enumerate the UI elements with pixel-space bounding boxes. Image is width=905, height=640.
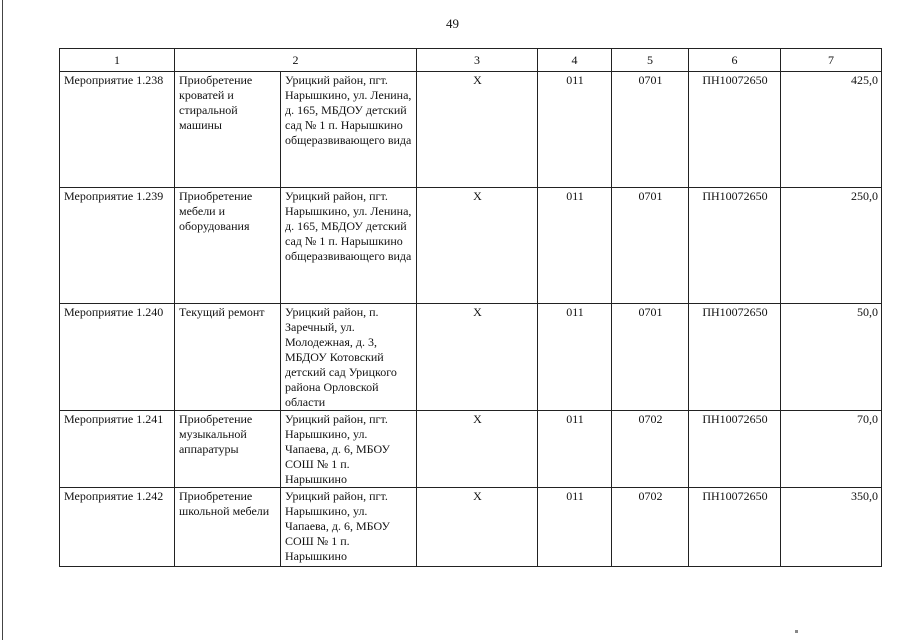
page-number: 49	[446, 16, 459, 31]
column-3-cell: Х	[417, 488, 538, 567]
description-cell: Приобретение мебели и оборудования	[175, 188, 281, 304]
event-cell: Мероприятие 1.239	[60, 188, 175, 304]
column-header-1: 1	[60, 49, 175, 72]
address-cell: Урицкий район, пгт. Нарышкино, ул. Чапаева, д. 6, МБОУ СОШ № 1 п. Нарышкино	[281, 411, 417, 488]
table-row	[60, 304, 882, 411]
column-4-cell: 011	[538, 304, 612, 411]
column-6-cell: ПН10072650	[689, 72, 781, 188]
event-cell: Мероприятие 1.240	[60, 304, 175, 411]
amount-cell: 350,0	[781, 488, 882, 567]
amount-cell: 50,0	[781, 304, 882, 411]
table-row	[60, 488, 882, 567]
table-row	[60, 188, 882, 304]
budget-table	[59, 48, 882, 567]
column-header-3: 3	[417, 49, 538, 72]
column-6-cell: ПН10072650	[689, 488, 781, 567]
address-cell: Урицкий район, пгт. Нарышкино, ул. Ленина, д. 165, МБДОУ детский сад № 1 п. Нарышкино общеразвивающего вида	[281, 72, 417, 188]
column-5-cell: 0701	[612, 188, 689, 304]
column-header-2: 2	[175, 49, 417, 72]
event-cell: Мероприятие 1.242	[60, 488, 175, 567]
address-cell: Урицкий район, п. Заречный, ул. Молодежная, д. 3, МБДОУ Котовский детский сад Урицкого района Орловской области	[281, 304, 417, 411]
column-3-cell: Х	[417, 72, 538, 188]
column-6-cell: ПН10072650	[689, 411, 781, 488]
column-4-cell: 011	[538, 188, 612, 304]
table-row	[60, 411, 882, 488]
event-cell: Мероприятие 1.241	[60, 411, 175, 488]
table-row	[60, 72, 882, 188]
scan-artifact-dot	[795, 630, 798, 633]
column-4-cell: 011	[538, 488, 612, 567]
description-cell: Приобретение музыкальной аппаратуры	[175, 411, 281, 488]
address-cell: Урицкий район, пгт. Нарышкино, ул. Чапаева, д. 6, МБОУ СОШ № 1 п. Нарышкино	[281, 488, 417, 567]
column-5-cell: 0701	[612, 304, 689, 411]
column-4-cell: 011	[538, 411, 612, 488]
column-6-cell: ПН10072650	[689, 188, 781, 304]
description-cell: Приобретение кроватей и стиральной машины	[175, 72, 281, 188]
column-5-cell: 0702	[612, 488, 689, 567]
column-5-cell: 0701	[612, 72, 689, 188]
column-4-cell: 011	[538, 72, 612, 188]
description-cell: Текущий ремонт	[175, 304, 281, 411]
page-edge-line	[2, 0, 3, 640]
event-cell: Мероприятие 1.238	[60, 72, 175, 188]
amount-cell: 70,0	[781, 411, 882, 488]
column-header-4: 4	[538, 49, 612, 72]
description-cell: Приобретение школьной мебели	[175, 488, 281, 567]
column-header-7: 7	[781, 49, 882, 72]
amount-cell: 250,0	[781, 188, 882, 304]
column-header-6: 6	[689, 49, 781, 72]
column-5-cell: 0702	[612, 411, 689, 488]
column-3-cell: Х	[417, 411, 538, 488]
amount-cell: 425,0	[781, 72, 882, 188]
column-3-cell: Х	[417, 188, 538, 304]
address-cell: Урицкий район, пгт. Нарышкино, ул. Ленина, д. 165, МБДОУ детский сад № 1 п. Нарышкино общеразвивающего вида	[281, 188, 417, 304]
column-6-cell: ПН10072650	[689, 304, 781, 411]
column-number-row	[60, 49, 882, 72]
column-header-5: 5	[612, 49, 689, 72]
column-3-cell: Х	[417, 304, 538, 411]
